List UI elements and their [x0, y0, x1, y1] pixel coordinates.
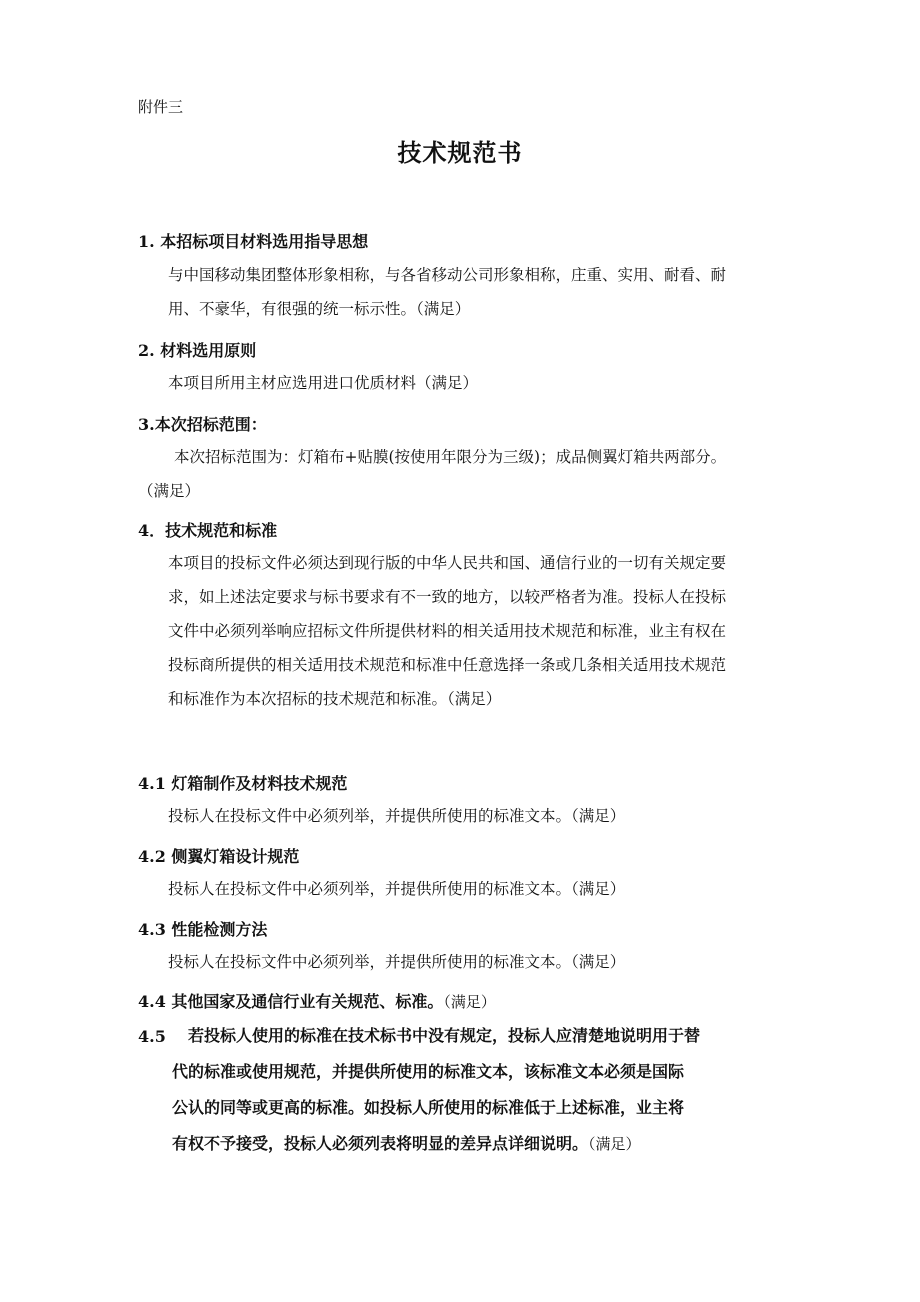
section-4-4-note: （满足）	[443, 993, 496, 1011]
section-1-line-1: 与中国移动集团整体形象相称，与各省移动公司形象相称，庄重、实用、耐看、耐	[168, 266, 727, 284]
section-2-line-1: 本项目所用主材应选用进口优质材料（满足）	[168, 374, 479, 392]
section-4-line-2: 求，如上述法定要求与标书要求有不一致的地方，以较严格者为准。投标人在投标	[168, 588, 727, 606]
section-3-line-1: 本次招标范围为：灯箱布+贴膜(按使用年限分为三级)；成品侧翼灯箱共两部分。	[174, 448, 727, 466]
section-4-5-line-3: 公认的同等或更高的标准。如投标人所使用的标准低于上述标准，业主将	[172, 1098, 685, 1117]
section-4-5-number: 4.5	[138, 1027, 166, 1046]
section-3-heading: 3.本次招标范围：	[138, 415, 267, 434]
section-4-1-heading: 4.1 灯箱制作及材料技术规范	[138, 774, 348, 793]
section-4-line-5: 和标准作为本次招标的技术规范和标准。（满足）	[168, 690, 502, 708]
section-4-3-line-1: 投标人在投标文件中必须列举，并提供所使用的标准文本。（满足）	[168, 953, 626, 971]
attachment-label: 附件三	[138, 98, 184, 116]
section-1-line-2: 用、不豪华，有很强的统一标示性。（满足）	[168, 300, 471, 318]
section-4-1-line-1: 投标人在投标文件中必须列举，并提供所使用的标准文本。（满足）	[168, 807, 626, 825]
section-4-2-heading: 4.2 侧翼灯箱设计规范	[138, 847, 300, 866]
section-4-5-line-4-text: 有权不予接受，投标人必须列表将明显的差异点详细说明。	[172, 1134, 589, 1153]
section-4-line-3: 文件中必须列举响应招标文件所提供材料的相关适用技术规范和标准，业主有权在	[168, 622, 727, 640]
page-title: 技术规范书	[397, 138, 523, 167]
section-4-line-4: 投标商所提供的相关适用技术规范和标准中任意选择一条或几条相关适用技术规范	[168, 656, 727, 674]
section-4-4-heading	[138, 989, 496, 1012]
section-4-5-line-4	[172, 1126, 782, 1162]
section-3-line-2: （满足）	[138, 482, 201, 500]
section-4-3-heading: 4.3 性能检测方法	[138, 920, 268, 939]
section-4-5-line-2: 代的标准或使用规范，并提供所使用的标准文本，该标准文本必须是国际	[172, 1062, 685, 1081]
section-4-heading: 4．技术规范和标准	[138, 521, 278, 540]
section-4-4-text: 4.4 其他国家及通信行业有关规范、标准。	[138, 992, 444, 1011]
section-4-5-line-1: 若投标人使用的标准在技术标书中没有规定，投标人应清楚地说明用于替	[188, 1026, 701, 1045]
section-4-2-line-1: 投标人在投标文件中必须列举，并提供所使用的标准文本。（满足）	[168, 880, 626, 898]
section-1-heading: 1. 本招标项目材料选用指导思想	[138, 232, 369, 251]
section-4-line-1: 本项目的投标文件必须达到现行版的中华人民共和国、通信行业的一切有关规定要	[168, 554, 727, 572]
section-2-heading: 2. 材料选用原则	[138, 341, 257, 360]
section-4-5-note: （满足）	[588, 1135, 641, 1153]
